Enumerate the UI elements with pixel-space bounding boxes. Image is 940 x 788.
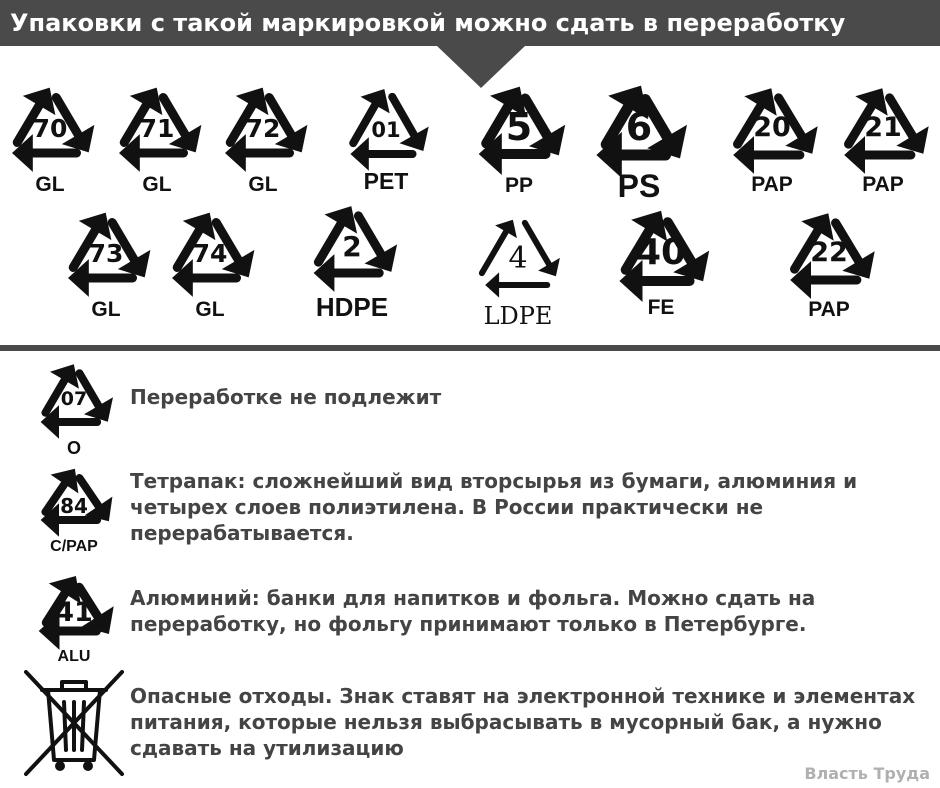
recycling-symbol-71: 71 GL <box>109 78 205 192</box>
recycling-symbol-20: 20 PAP <box>722 78 822 194</box>
page-title: Упаковки с такой маркировкой можно сдать в переработку <box>10 9 846 37</box>
aluminium-description: Алюминий: банки для напитков и фольга. Можно сдать на переработку, но фольгу принимают только в Петербурге. <box>130 586 816 636</box>
hazardous-waste-description: Опасные отходы. Знак ставят на электронной технике и элементах питания, которые нельзя выбрасывать в мусорный бак, а нужно сдавать на утилизацию <box>130 684 916 760</box>
tetrapak-description: Тетрапак: сложнейший вид вторсырья из бумаги, алюминия и четырех слоев полиэтилена. В России практически не перерабатывается. <box>130 469 858 545</box>
recycling-symbol-4: 4 LDPE <box>469 205 567 321</box>
recycling-symbol-70: 70 GL <box>2 78 98 192</box>
recycling-symbol-6: 6 PS <box>589 78 689 196</box>
recycling-symbol-84: 84 C/PAP <box>32 462 116 558</box>
recycling-symbol-72: 72 GL <box>215 78 311 192</box>
header-bar <box>0 0 940 46</box>
recycling-symbol-22: 22 PAP <box>779 203 879 319</box>
recycling-symbol-2: 2 HDPE <box>303 196 401 312</box>
recycling-symbol-01: 01 PET <box>339 78 433 192</box>
crossed-out-bin-icon <box>22 668 126 778</box>
recycling-symbol-21: 21 PAP <box>833 78 933 194</box>
recycling-symbol-40: 40 FE <box>609 201 713 321</box>
recycling-symbol-41: 41 ALU <box>32 570 116 670</box>
arrowhead <box>485 272 499 297</box>
recycling-symbol-74: 74 GL <box>162 203 258 317</box>
recycling-symbol-5: 5 PP <box>470 78 568 194</box>
recycling-symbol-07: 07 O <box>32 356 116 460</box>
section-divider <box>0 345 940 351</box>
non-recyclable-description: Переработке не подлежит <box>130 385 442 409</box>
watermark: Власть Труда <box>804 764 930 783</box>
recycling-symbol-73: 73 GL <box>58 203 154 317</box>
